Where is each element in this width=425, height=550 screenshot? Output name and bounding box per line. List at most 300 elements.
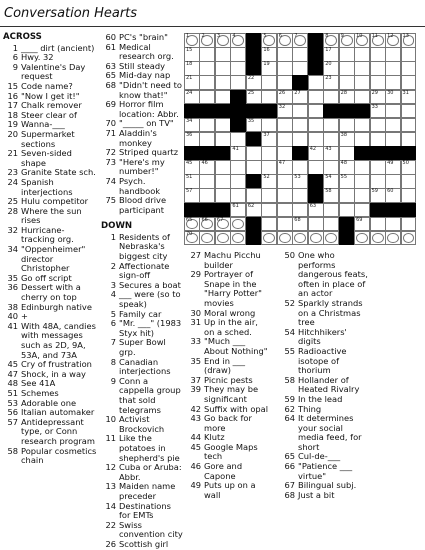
down-clue-49[interactable] xyxy=(186,481,269,500)
clue-text: + xyxy=(21,311,28,322)
cell-number: 42 xyxy=(309,146,317,153)
clue-number: 73 xyxy=(105,156,116,167)
grid-cell[interactable] xyxy=(230,174,246,189)
clue-text: Go back for more xyxy=(204,413,252,433)
grid-cell[interactable] xyxy=(292,33,308,48)
grid-cell[interactable] xyxy=(199,90,215,105)
clue-number: 35 xyxy=(190,355,201,366)
grid-cell[interactable] xyxy=(323,203,339,218)
down-clue-27[interactable] xyxy=(186,251,269,270)
grid-cell[interactable] xyxy=(261,217,277,232)
grid-cell[interactable] xyxy=(401,188,417,203)
black-square xyxy=(261,104,277,119)
grid-cell[interactable] xyxy=(261,47,277,62)
down-clue-55[interactable] xyxy=(280,347,370,376)
grid-cell[interactable] xyxy=(215,188,231,203)
grid-cell[interactable] xyxy=(215,118,231,133)
grid-cell[interactable] xyxy=(354,203,370,218)
crossword-grid xyxy=(184,33,416,245)
clue-number: 58 xyxy=(7,445,18,456)
grid-cell[interactable] xyxy=(323,75,339,90)
grid-cell[interactable] xyxy=(354,174,370,189)
clue-text: "Didn't need to know that!" xyxy=(119,79,182,100)
grid-cell[interactable] xyxy=(385,132,401,147)
grid-cell[interactable] xyxy=(370,132,386,147)
grid-cell[interactable] xyxy=(354,90,370,105)
grid-cell[interactable] xyxy=(385,118,401,133)
cell-number: 11 xyxy=(371,33,378,39)
down-clue-66[interactable] xyxy=(280,462,370,481)
grid-cell[interactable] xyxy=(246,146,262,161)
grid-cell[interactable] xyxy=(292,61,308,76)
grid-cell[interactable] xyxy=(354,132,370,147)
clue-text: Like the potatoes in shepherd's pie xyxy=(119,433,180,463)
down-clue-14[interactable] xyxy=(101,502,183,521)
grid-cell[interactable] xyxy=(215,33,231,48)
grid-cell[interactable] xyxy=(354,160,370,175)
across-clue-34[interactable] xyxy=(3,245,97,274)
grid-cell[interactable] xyxy=(277,231,293,246)
grid-cell[interactable] xyxy=(339,203,355,218)
grid-cell[interactable] xyxy=(354,61,370,76)
grid-cell[interactable] xyxy=(401,160,417,175)
clue-number: 62 xyxy=(284,403,295,414)
grid-cell[interactable] xyxy=(354,188,370,203)
black-square xyxy=(246,33,262,48)
grid-cell[interactable] xyxy=(277,75,293,90)
grid-cell[interactable] xyxy=(370,33,386,48)
grid-cell[interactable] xyxy=(385,75,401,90)
down-clue-52[interactable] xyxy=(280,299,370,328)
across-clue-69[interactable] xyxy=(101,100,183,119)
grid-cell[interactable] xyxy=(354,47,370,62)
grid-cell[interactable] xyxy=(323,231,339,246)
grid-cell[interactable] xyxy=(277,174,293,189)
grid-cell[interactable] xyxy=(246,75,262,90)
across-clue-74[interactable] xyxy=(101,177,183,196)
down-clue-33[interactable] xyxy=(186,337,269,356)
grid-cell[interactable] xyxy=(339,160,355,175)
clue-number: 16 xyxy=(7,90,18,101)
down-clue-12[interactable] xyxy=(101,463,183,482)
down-clue-39[interactable] xyxy=(186,385,269,404)
grid-cell[interactable] xyxy=(230,160,246,175)
grid-cell[interactable] xyxy=(261,61,277,76)
grid-cell[interactable] xyxy=(184,160,200,175)
grid-cell[interactable] xyxy=(199,174,215,189)
cell-number: 29 xyxy=(371,89,378,96)
grid-cell[interactable] xyxy=(184,90,200,105)
grid-cell[interactable] xyxy=(339,90,355,105)
across-clue-71[interactable] xyxy=(101,129,183,148)
grid-cell[interactable] xyxy=(292,118,308,133)
grid-cell[interactable] xyxy=(401,231,417,246)
grid-cell[interactable] xyxy=(277,217,293,232)
grid-cell[interactable] xyxy=(246,118,262,133)
grid-cell[interactable] xyxy=(230,203,246,218)
grid-cell[interactable] xyxy=(215,47,231,62)
grid-cell[interactable] xyxy=(292,90,308,105)
grid-cell[interactable] xyxy=(339,174,355,189)
down-clue-2[interactable] xyxy=(101,262,183,281)
grid-cell[interactable] xyxy=(230,146,246,161)
across-clue-41[interactable] xyxy=(3,322,97,360)
clue-number: 15 xyxy=(7,80,18,91)
down-clue-64[interactable] xyxy=(280,414,370,452)
clue-number: 72 xyxy=(105,147,116,158)
grid-cell[interactable] xyxy=(385,188,401,203)
grid-cell[interactable] xyxy=(215,160,231,175)
grid-cell[interactable] xyxy=(199,132,215,147)
grid-cell[interactable] xyxy=(184,75,200,90)
grid-cell[interactable] xyxy=(401,61,417,76)
grid-cell[interactable] xyxy=(277,203,293,218)
grid-cell[interactable] xyxy=(292,203,308,218)
grid-cell[interactable] xyxy=(385,47,401,62)
down-clue-58[interactable] xyxy=(280,376,370,395)
grid-cell[interactable] xyxy=(354,217,370,232)
down-clue-54[interactable] xyxy=(280,328,370,347)
grid-cell[interactable] xyxy=(184,174,200,189)
black-square xyxy=(230,118,246,133)
grid-cell[interactable] xyxy=(323,132,339,147)
grid-cell[interactable] xyxy=(230,47,246,62)
grid-cell[interactable] xyxy=(230,33,246,48)
grid-cell[interactable] xyxy=(261,33,277,48)
circled-cell-ring xyxy=(294,233,306,244)
grid-cell[interactable] xyxy=(308,118,324,133)
grid-cell[interactable] xyxy=(277,104,293,119)
down-clue-35[interactable] xyxy=(186,357,269,376)
grid-cell[interactable] xyxy=(230,61,246,76)
grid-cell[interactable] xyxy=(261,118,277,133)
down-clue-31[interactable] xyxy=(186,318,269,337)
grid-cell[interactable] xyxy=(184,61,200,76)
grid-cell[interactable] xyxy=(339,47,355,62)
down-clue-8[interactable] xyxy=(101,358,183,377)
grid-cell[interactable] xyxy=(354,75,370,90)
grid-cell[interactable] xyxy=(339,132,355,147)
grid-cell[interactable] xyxy=(261,203,277,218)
grid-cell[interactable] xyxy=(370,47,386,62)
grid-cell[interactable] xyxy=(308,104,324,119)
grid-cell[interactable] xyxy=(215,90,231,105)
grid-cell[interactable] xyxy=(339,118,355,133)
grid-cell[interactable] xyxy=(323,118,339,133)
clue-number: 40 xyxy=(7,311,18,322)
grid-cell[interactable] xyxy=(385,104,401,119)
grid-cell[interactable] xyxy=(261,160,277,175)
grid-cell[interactable] xyxy=(308,75,324,90)
grid-cell[interactable] xyxy=(199,188,215,203)
grid-cell[interactable] xyxy=(246,203,262,218)
grid-cell[interactable] xyxy=(215,174,231,189)
down-clue-11[interactable] xyxy=(101,434,183,463)
grid-cell[interactable] xyxy=(385,217,401,232)
grid-cell[interactable] xyxy=(323,217,339,232)
grid-cell[interactable] xyxy=(261,188,277,203)
grid-cell[interactable] xyxy=(323,33,339,48)
grid-cell[interactable] xyxy=(261,174,277,189)
grid-cell[interactable] xyxy=(215,75,231,90)
clue-text: Psych. handbook xyxy=(119,175,161,196)
clue-number: 74 xyxy=(105,175,116,186)
clue-number: 31 xyxy=(190,317,201,328)
grid-cell[interactable] xyxy=(246,160,262,175)
clue-text: Popular cosmetics chain xyxy=(21,445,97,466)
grid-cell[interactable] xyxy=(308,231,324,246)
clue-text: Hurricane-tracking org. xyxy=(21,224,74,245)
grid-cell[interactable] xyxy=(370,61,386,76)
black-square xyxy=(354,104,370,119)
grid-cell[interactable] xyxy=(370,118,386,133)
grid-cell[interactable] xyxy=(230,188,246,203)
grid-cell[interactable] xyxy=(401,132,417,147)
grid-cell[interactable] xyxy=(261,75,277,90)
grid-cell[interactable] xyxy=(246,188,262,203)
clue-number: 33 xyxy=(190,336,201,347)
black-square xyxy=(199,146,215,161)
down-clue-50[interactable] xyxy=(280,251,370,299)
black-square xyxy=(246,104,262,119)
grid-cell[interactable] xyxy=(370,217,386,232)
grid-cell[interactable] xyxy=(385,61,401,76)
across-clue-28[interactable] xyxy=(3,207,97,226)
grid-cell[interactable] xyxy=(323,174,339,189)
down-clue-29[interactable] xyxy=(186,270,269,308)
down-clue-13[interactable] xyxy=(101,482,183,501)
grid-cell[interactable] xyxy=(261,132,277,147)
clue-number: 55 xyxy=(284,345,295,356)
black-square xyxy=(246,217,262,232)
down-clue-1[interactable] xyxy=(101,233,183,262)
grid-cell[interactable] xyxy=(184,188,200,203)
grid-cell[interactable] xyxy=(292,160,308,175)
grid-cell[interactable] xyxy=(401,33,417,48)
grid-cell[interactable] xyxy=(354,231,370,246)
grid-cell[interactable] xyxy=(339,33,355,48)
grid-cell[interactable] xyxy=(370,160,386,175)
grid-cell[interactable] xyxy=(308,132,324,147)
grid-cell[interactable] xyxy=(292,217,308,232)
grid-cell[interactable] xyxy=(215,61,231,76)
grid-cell[interactable] xyxy=(323,160,339,175)
grid-cell[interactable] xyxy=(385,160,401,175)
grid-cell[interactable] xyxy=(184,118,200,133)
grid-cell[interactable] xyxy=(308,217,324,232)
down-clue-68[interactable] xyxy=(280,491,370,501)
grid-cell[interactable] xyxy=(292,231,308,246)
grid-cell[interactable] xyxy=(323,146,339,161)
grid-cell[interactable] xyxy=(339,188,355,203)
grid-cell[interactable] xyxy=(308,203,324,218)
grid-cell[interactable] xyxy=(370,75,386,90)
across-clue-68[interactable] xyxy=(101,81,183,100)
black-square xyxy=(246,61,262,76)
clue-number: 59 xyxy=(284,393,295,404)
grid-cell[interactable] xyxy=(385,231,401,246)
grid-cell[interactable] xyxy=(199,160,215,175)
grid-cell[interactable] xyxy=(323,47,339,62)
grid-cell[interactable] xyxy=(339,61,355,76)
grid-cell[interactable] xyxy=(277,61,293,76)
cell-number: 51 xyxy=(186,174,193,181)
clue-text: Google Maps tech xyxy=(204,441,258,462)
grid-cell[interactable] xyxy=(401,174,417,189)
grid-cell[interactable] xyxy=(261,90,277,105)
down-clue-6[interactable] xyxy=(101,319,183,338)
grid-cell[interactable] xyxy=(184,33,200,48)
grid-cell[interactable] xyxy=(292,174,308,189)
grid-cell[interactable] xyxy=(401,75,417,90)
across-clue-75[interactable] xyxy=(101,196,183,215)
black-square xyxy=(308,47,324,62)
grid-cell[interactable] xyxy=(339,146,355,161)
across-clue-58[interactable] xyxy=(3,447,97,466)
grid-cell[interactable] xyxy=(370,174,386,189)
grid-cell[interactable] xyxy=(277,47,293,62)
clue-text: Puts up on a wall xyxy=(204,480,256,500)
grid-cell[interactable] xyxy=(277,160,293,175)
across-clue-73[interactable] xyxy=(101,158,183,177)
across-clue-20[interactable] xyxy=(3,130,97,149)
grid-cell[interactable] xyxy=(401,90,417,105)
grid-cell[interactable] xyxy=(215,231,231,246)
grid-cell[interactable] xyxy=(277,146,293,161)
clue-text: Cry of frustration xyxy=(21,359,92,370)
grid-cell[interactable] xyxy=(292,188,308,203)
clue-number: 65 xyxy=(105,70,116,81)
grid-cell[interactable] xyxy=(184,47,200,62)
down-clue-7[interactable] xyxy=(101,338,183,357)
circled-cell-ring xyxy=(372,233,384,244)
grid-cell[interactable] xyxy=(230,75,246,90)
clue-text: "Much ___ About Nothing" xyxy=(204,336,268,356)
down-clue-10[interactable] xyxy=(101,415,183,434)
clue-text: Where the sun rises xyxy=(21,205,82,226)
grid-cell[interactable] xyxy=(199,231,215,246)
grid-cell[interactable] xyxy=(292,132,308,147)
cell-number: 31 xyxy=(402,89,409,96)
clue-text: "_____ on TV" xyxy=(119,118,174,129)
grid-cell[interactable] xyxy=(199,47,215,62)
grid-cell[interactable] xyxy=(277,132,293,147)
grid-cell[interactable] xyxy=(277,90,293,105)
cell-number: 69 xyxy=(356,216,363,223)
grid-cell[interactable] xyxy=(354,118,370,133)
grid-cell[interactable] xyxy=(323,188,339,203)
grid-cell[interactable] xyxy=(277,118,293,133)
across-clue-57[interactable] xyxy=(3,418,97,447)
down-clue-45[interactable] xyxy=(186,443,269,462)
grid-cell[interactable] xyxy=(354,33,370,48)
down-clue-9[interactable] xyxy=(101,377,183,415)
grid-cell[interactable] xyxy=(323,90,339,105)
clue-text: Residents of Nebraska's biggest city xyxy=(119,231,170,262)
down-clue-4[interactable] xyxy=(101,290,183,309)
grid-cell[interactable] xyxy=(199,61,215,76)
black-square xyxy=(385,203,401,218)
grid-cell[interactable] xyxy=(199,33,215,48)
grid-cell[interactable] xyxy=(370,90,386,105)
down-clue-46[interactable] xyxy=(186,462,269,481)
grid-cell[interactable] xyxy=(308,146,324,161)
grid-cell[interactable] xyxy=(323,61,339,76)
grid-cell[interactable] xyxy=(215,217,231,232)
grid-cell[interactable] xyxy=(246,90,262,105)
grid-cell[interactable] xyxy=(292,104,308,119)
puzzle-title: Conversation Hearts xyxy=(4,6,138,21)
clue-text: Picnic pests xyxy=(204,374,253,385)
across-clue-61[interactable] xyxy=(101,43,183,62)
clue-text: Horror film location: Abbr. xyxy=(119,99,179,119)
grid-cell[interactable] xyxy=(308,90,324,105)
grid-cell[interactable] xyxy=(230,132,246,147)
cell-number: 54 xyxy=(325,174,332,181)
clue-number: 34 xyxy=(7,244,18,255)
down-clue-43[interactable] xyxy=(186,414,269,433)
grid-cell[interactable] xyxy=(339,75,355,90)
grid-cell[interactable] xyxy=(184,231,200,246)
across-clue-21[interactable] xyxy=(3,149,97,168)
black-square xyxy=(308,61,324,76)
grid-cell[interactable] xyxy=(184,132,200,147)
clue-number: 60 xyxy=(105,32,116,42)
clue-text: "Now I get it!" xyxy=(21,90,80,101)
grid-cell[interactable] xyxy=(370,104,386,119)
grid-cell[interactable] xyxy=(401,47,417,62)
cell-number: 58 xyxy=(325,188,332,195)
grid-cell[interactable] xyxy=(292,47,308,62)
across-clue-24[interactable] xyxy=(3,178,97,197)
down-clue-26[interactable] xyxy=(101,540,183,550)
grid-cell[interactable] xyxy=(277,33,293,48)
grid-cell[interactable] xyxy=(385,33,401,48)
across-clue-36[interactable] xyxy=(3,283,97,302)
grid-cell[interactable] xyxy=(277,188,293,203)
grid-cell[interactable] xyxy=(401,217,417,232)
across-clue-9[interactable] xyxy=(3,63,97,82)
grid-cell[interactable] xyxy=(261,146,277,161)
clue-number: 65 xyxy=(284,451,295,462)
grid-cell[interactable] xyxy=(184,217,200,232)
grid-cell[interactable] xyxy=(401,104,417,119)
down-heading: DOWN xyxy=(101,221,133,232)
grid-cell[interactable] xyxy=(230,217,246,232)
across-clue-32[interactable] xyxy=(3,226,97,245)
grid-cell[interactable] xyxy=(261,231,277,246)
grid-cell[interactable] xyxy=(385,174,401,189)
grid-cell[interactable] xyxy=(199,75,215,90)
grid-cell[interactable] xyxy=(199,118,215,133)
clue-text: Antidepressant type, or Conn research program xyxy=(21,416,95,446)
cell-number: 32 xyxy=(278,103,286,110)
grid-cell[interactable] xyxy=(370,231,386,246)
grid-cell[interactable] xyxy=(308,160,324,175)
grid-cell[interactable] xyxy=(401,118,417,133)
down-clue-22[interactable] xyxy=(101,521,183,540)
grid-cell[interactable] xyxy=(230,231,246,246)
cell-number: 25 xyxy=(247,89,255,96)
cell-number: 23 xyxy=(325,75,332,82)
grid-cell[interactable] xyxy=(199,217,215,232)
grid-cell[interactable] xyxy=(370,188,386,203)
grid-cell[interactable] xyxy=(215,132,231,147)
black-square xyxy=(184,203,200,218)
grid-cell[interactable] xyxy=(385,90,401,105)
clue-text: Cul-de-___ xyxy=(298,451,341,462)
clue-number: 3 xyxy=(110,279,116,290)
